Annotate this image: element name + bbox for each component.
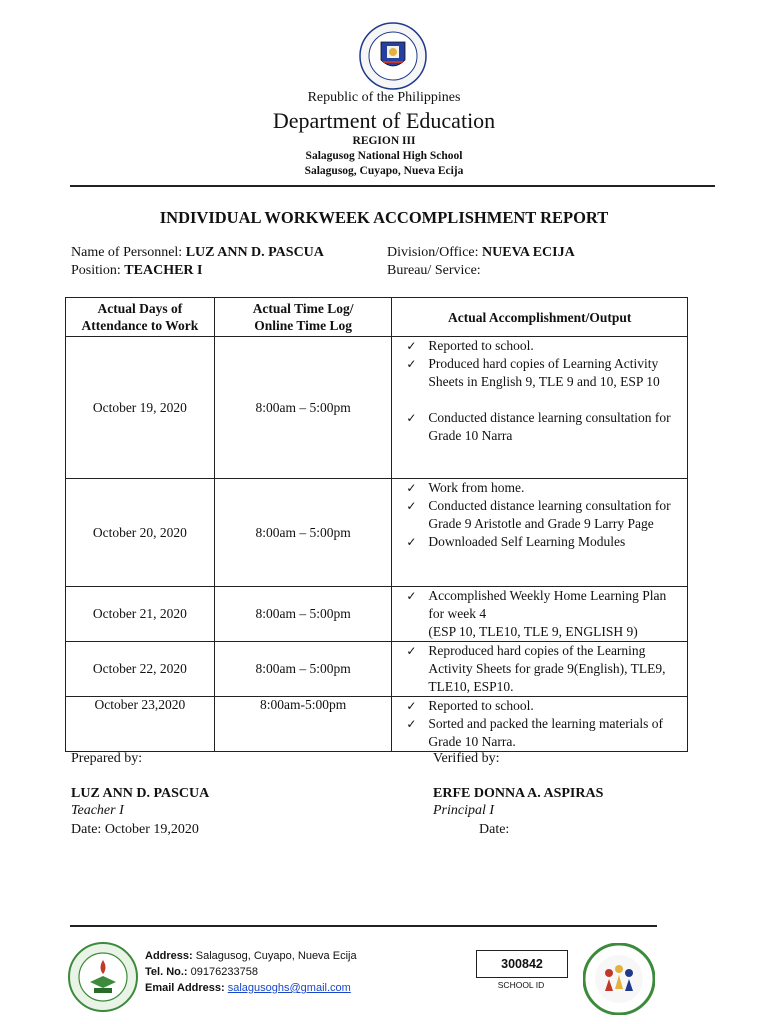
header-attendance-line2: Attendance to Work: [81, 318, 199, 333]
list-item: [406, 642, 683, 696]
check-icon: ✓: [406, 411, 417, 425]
row-date: October 21, 2020: [66, 587, 215, 642]
header-time-line1: Actual Time Log/: [252, 301, 354, 316]
school-address: Salagusog, Cuyapo, Nueva Ecija: [304, 165, 464, 177]
list-item: [406, 533, 683, 551]
republic-line: Republic of the Philippines: [307, 90, 461, 105]
division-value: NUEVA ECIJA: [482, 245, 575, 260]
item-text: Work from home.: [428, 480, 525, 495]
school-logo: [68, 942, 138, 1012]
position-value: TEACHER I: [124, 263, 203, 278]
tel-label: Tel. No.:: [145, 966, 188, 978]
row-time: 8:00am – 5:00pm: [214, 337, 392, 479]
header-time-line2: Online Time Log: [254, 318, 352, 333]
school-id-box: 300842: [476, 950, 568, 978]
row-accomplishments: [392, 642, 688, 697]
check-icon: ✓: [406, 644, 417, 658]
deped-seal-logo: [359, 22, 427, 90]
verified-by-role: Principal I: [433, 803, 495, 818]
item-text: Reported to school.: [428, 698, 534, 713]
check-icon: ✓: [406, 481, 417, 495]
table-row: [66, 642, 688, 697]
name-value: LUZ ANN D. PASCUA: [185, 245, 324, 260]
department-name: Department of Education: [272, 108, 496, 133]
table-row: [66, 337, 688, 479]
table-row: [66, 697, 688, 752]
row-accomplishments: [392, 337, 688, 479]
row-date: October 20, 2020: [66, 479, 215, 587]
position-label: Position:: [71, 263, 121, 278]
list-item: [406, 355, 683, 391]
item-text: Reported to school.: [428, 338, 534, 353]
list-item: [406, 697, 683, 715]
footer-tel: [145, 964, 258, 980]
address-label: Address:: [145, 950, 193, 962]
email-link[interactable]: salagusoghs@gmail.com: [227, 982, 351, 994]
header-time-log: [214, 298, 392, 337]
name-of-personnel: [71, 245, 324, 261]
row-accomplishments: [392, 587, 688, 642]
header-attendance: [66, 298, 215, 337]
check-icon: ✓: [406, 589, 417, 603]
item-text: (ESP 10, TLE10, TLE 9, ENGLISH 9): [428, 624, 638, 639]
check-icon: ✓: [406, 499, 417, 513]
footer-email: [145, 980, 351, 996]
row-date: October 22, 2020: [66, 642, 215, 697]
prepared-by-name: LUZ ANN D. PASCUA: [71, 786, 210, 801]
division-field: [387, 245, 575, 261]
verified-by-name: ERFE DONNA A. ASPIRAS: [433, 786, 604, 801]
header-divider: [70, 185, 715, 187]
prepared-date: Date: October 19,2020: [71, 822, 199, 837]
row-date: October 23,2020: [66, 697, 215, 752]
row-accomplishments: [392, 697, 688, 752]
list-item: [406, 409, 683, 445]
row-date: October 19, 2020: [66, 337, 215, 479]
position-field: [71, 263, 202, 279]
footer-address: [145, 948, 357, 964]
region-line: REGION III: [352, 135, 416, 147]
table-row: [66, 587, 688, 642]
list-item: [406, 337, 683, 355]
row-time: 8:00am – 5:00pm: [214, 642, 392, 697]
list-item: [406, 479, 683, 497]
name-label: Name of Personnel:: [71, 245, 183, 260]
item-text: Conducted distance learning consultation for Grade 9 Aristotle and Grade 9 Larry Page: [428, 498, 671, 531]
accomplishment-table: [65, 297, 688, 752]
row-time: 8:00am – 5:00pm: [214, 479, 392, 587]
item-text: Accomplished Weekly Home Learning Plan for week 4: [428, 588, 667, 621]
check-icon: ✓: [406, 699, 417, 713]
item-text: Sorted and packed the learning materials of Grade 10 Narra.: [428, 716, 664, 749]
check-icon: ✓: [406, 717, 417, 731]
item-text: Produced hard copies of Learning Activity Sheets in English 9, TLE 9 and 10, ESP 10: [428, 356, 660, 389]
item-text: Conducted distance learning consultation for Grade 10 Narra: [428, 410, 671, 443]
tel-value: 09176233758: [190, 966, 258, 978]
list-item: [406, 587, 683, 641]
bureau-label: Bureau/ Service:: [387, 263, 481, 278]
header-attendance-line1: Actual Days of: [97, 301, 183, 316]
table-header-row: [66, 298, 688, 337]
row-time: 8:00am – 5:00pm: [214, 587, 392, 642]
check-icon: ✓: [406, 357, 417, 371]
bureau-field: [387, 263, 481, 279]
school-name: Salagusog National High School: [305, 150, 463, 162]
prepared-by-role: Teacher I: [71, 803, 124, 818]
header-accomplishment: Actual Accomplishment/Output: [392, 298, 688, 337]
verified-date: Date:: [479, 822, 510, 837]
verified-by-label: Verified by:: [433, 751, 500, 766]
row-accomplishments: [392, 479, 688, 587]
report-title: INDIVIDUAL WORKWEEK ACCOMPLISHMENT REPORT: [159, 208, 609, 227]
email-label: Email Address:: [145, 982, 225, 994]
item-text: Reproduced hard copies of the Learning Activity Sheets for grade 9(English), TLE9, TLE10, ESP10.: [428, 643, 666, 694]
list-item: [406, 715, 683, 751]
school-id-label: SCHOOL ID: [497, 980, 545, 990]
check-icon: ✓: [406, 535, 417, 549]
check-icon: ✓: [406, 339, 417, 353]
division-label: Division/Office:: [387, 245, 479, 260]
item-text: Downloaded Self Learning Modules: [428, 534, 626, 549]
footer-divider: [70, 925, 657, 927]
row-time: 8:00am-5:00pm: [214, 697, 392, 752]
table-row: [66, 479, 688, 587]
prepared-by-label: Prepared by:: [71, 751, 143, 766]
child-friendly-schools-logo: [583, 943, 655, 1015]
address-value: Salagusog, Cuyapo, Nueva Ecija: [195, 950, 357, 962]
list-item: [406, 497, 683, 533]
